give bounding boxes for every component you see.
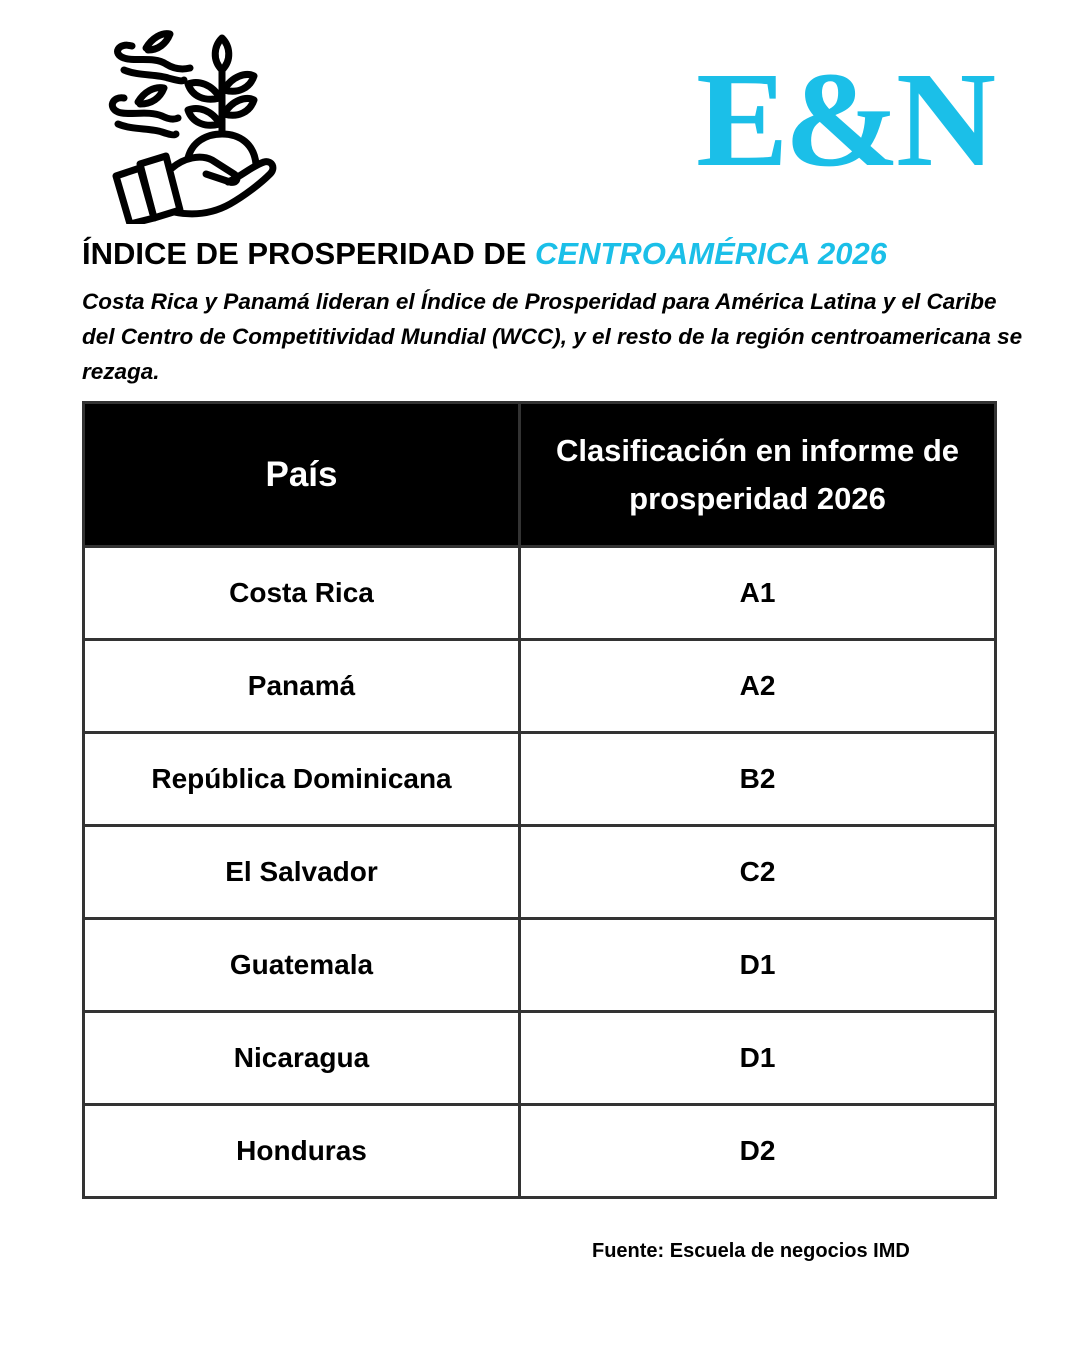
table-row xyxy=(84,1105,996,1198)
table-row xyxy=(84,826,996,919)
country-cell: Nicaragua xyxy=(84,1012,520,1105)
rating-cell: D2 xyxy=(520,1105,996,1198)
country-cell: Panamá xyxy=(84,640,520,733)
country-cell: Honduras xyxy=(84,1105,520,1198)
column-header-country: País xyxy=(84,403,520,547)
rating-cell: A2 xyxy=(520,640,996,733)
rating-cell: C2 xyxy=(520,826,996,919)
title-accent: CENTROAMÉRICA 2026 xyxy=(535,236,887,271)
subtitle: Costa Rica y Panamá lideran el Índice de Prosperidad para América Latina y el Caribe del Centro de Competitividad Mundial (WCC), y el resto de la región centroamericana se rezaga. xyxy=(82,289,1023,384)
country-cell: El Salvador xyxy=(84,826,520,919)
rating-cell: D1 xyxy=(520,1012,996,1105)
country-cell: Guatemala xyxy=(84,919,520,1012)
title-prefix: ÍNDICE DE PROSPERIDAD DE xyxy=(82,236,536,271)
prosperity-table xyxy=(82,401,997,1199)
rating-cell: B2 xyxy=(520,733,996,826)
column-header-rating-label: Clasificación en informe de prosperidad 2026 xyxy=(555,432,960,516)
table-row xyxy=(84,640,996,733)
table-row xyxy=(84,733,996,826)
country-cell: Costa Rica xyxy=(84,547,520,640)
rating-cell: D1 xyxy=(520,919,996,1012)
country-cell: República Dominicana xyxy=(84,733,520,826)
logo-text: E&N xyxy=(696,45,993,195)
brand-logo xyxy=(696,45,1014,195)
table-row xyxy=(84,919,996,1012)
source-note: Fuente: Escuela de negocios IMD xyxy=(592,1240,910,1262)
table-row xyxy=(84,547,996,640)
table-header-row xyxy=(84,403,996,547)
table-row xyxy=(84,1012,996,1105)
rating-cell: A1 xyxy=(520,547,996,640)
page-title xyxy=(82,234,887,274)
hand-holding-plant-icon xyxy=(104,24,284,224)
column-header-rating xyxy=(520,403,996,547)
